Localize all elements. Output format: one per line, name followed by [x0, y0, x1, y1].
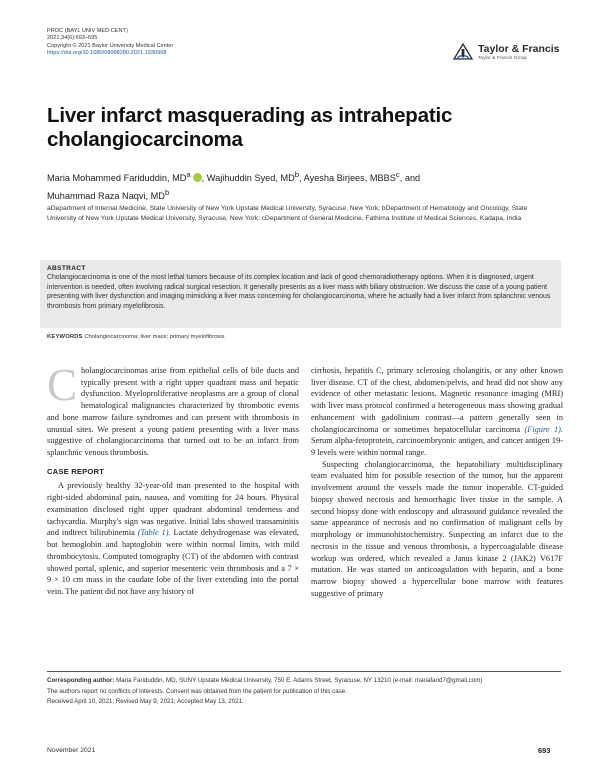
figure-1-link[interactable]: (Figure 1). [524, 424, 563, 434]
right-paragraph-1 [311, 365, 563, 459]
issue-date: November 2021 [47, 747, 96, 754]
dropcap: C [47, 360, 78, 410]
keywords-text: Cholangiocarcinoma; liver mass; primary myelofibrosis [84, 334, 225, 340]
author-and: , and [399, 173, 421, 184]
author-3: , Ayesha Birjees, MBBS [299, 173, 396, 184]
journal-meta [47, 28, 173, 58]
journal-citation: 2021;34(6):693–695 [47, 35, 98, 42]
footnote-divider [47, 671, 561, 672]
conflict-statement: The authors report no conflicts of interests. Consent was obtained from the patient for publication of this case. [47, 687, 347, 695]
abstract-box [40, 260, 561, 328]
copyright-line: Copyright © 2021 Baylor University Medical Center [47, 42, 174, 49]
intro-paragraph [47, 360, 299, 459]
keywords-label: KEYWORDS [47, 334, 83, 340]
right-p1-text-b: Serum alpha-fetoprotein, carcinoembryonic antigen, and cancer antigen 19-9 levels were within normal range. [311, 436, 563, 458]
body-column-left [47, 360, 299, 598]
body-column-right [311, 365, 563, 599]
author-2-affil: b [294, 170, 300, 179]
article-title: Liver infarct masquerading as intrahepatic cholangiocarcinoma [47, 104, 453, 151]
author-4: Muhammad Raza Naqvi, MD [47, 190, 165, 201]
keywords [47, 334, 225, 340]
abstract-heading: ABSTRACT [47, 265, 86, 272]
author-1: Maria Mohammed Fariduddin, MD [47, 173, 187, 184]
intro-text: holangiocarcinomas arise from epithelial cells of bile ducts and typically present with a right upper quadrant mass and hepatic dysfunction. Myeloproliferative neoplasms are a group of clonal hematological malignancies characterized by thrombotic events and bone marrow failure syndromes and can present with thrombosis in unusual sites. We present a young patient presenting with a liver mass suggestive of cholangiocarcinoma that turned out to be an infarct from splanchnic venous thrombosis. [47, 366, 299, 458]
case-p1-text-b: Lactate dehydrogenase was elevated, but hemoglobin and haptoglobin were within normal limits, with mild thrombocytosis. Computed tomography (CT) of the abdomen with contrast showed portal, splenic, and superior mesenteric vein thrombosis and a 7 × 9 × 10 cm mass in the caudate lobe of the liver extending into the portal vein. The patient did not have any history of [47, 528, 299, 596]
publisher-name: Taylor & Francis [478, 43, 560, 55]
case-p1-text-a: A previously healthy 32-year-old man presented to the hospital with right-sided abdominal pain, nausea, and vomiting for 24 hours. Physical examination disclosed right upper quadrant abdominal tenderness and tachycardia. Murphy's sign was negative. Initial labs showed transaminitis and indirect bilirubinemia [47, 481, 299, 538]
case-paragraph-1 [47, 480, 299, 597]
doi-link[interactable]: https://doi.org/10.1080/08998280.2021.1930968 [47, 50, 167, 57]
author-3-affil: c [395, 170, 400, 179]
right-p1-text-a: cirrhosis, hepatitis C, primary sclerosing cholangitis, or any other known liver disease. CT of the chest, abdomen/pelvis, and head did not show any evidence of other metastatic lesions. Magnetic resonance imaging (MRI) with liver mass protocol confirmed a heterogeneous mass showing gradual enhancement with gadolinium contrast—a pattern generally seen in cholangiocarcinoma or sometimes hepatocellular carcinoma [311, 366, 563, 434]
case-report-heading: CASE REPORT [47, 466, 105, 476]
corresponding-text: Maria Fariduddin, MD, SUNY Upstate Medical University, 750 E. Adams Street, Syracuse, NY 13210 (e-mail: mariafarid7@gmail.com) [114, 677, 483, 684]
corresponding-author [47, 676, 561, 687]
author-2: , Wajihuddin Syed, MD [201, 173, 295, 184]
page-number: 693 [538, 746, 551, 755]
right-paragraph-2: Suspecting cholangiocarcinoma, the hepatobiliary multidisciplinary team evaluated him for possible resection of the tumor, but the apparent involvement around the vessels made the tumor inoperable. CT-guided biopsy showed necrosis and hemorrhagic liver tissue in the sample. A second biopsy done with endoscopy and ultrasound guidance revealed the same appearance of necrosis and no confirmation of malignant cells by morphology or immunohistochemistry. Suspecting an infarct due to the necrosis in the tissue and venous thrombosis, a hypercoagulable disease workup was ordered, which revealed a Janus kinase 2 (JAK2) V617F mutation. He was started on anticoagulation with heparin, and a bone marrow biopsy showed a hypercellular bone marrow with features suggestive of primary [311, 459, 563, 598]
author-list [47, 168, 557, 203]
taylor-francis-book-icon [451, 41, 475, 65]
journal-name: PROC (BAYL UNIV MED CENT) [47, 28, 128, 34]
affiliations: aDepartment of Internal Medicine, State University of New York Upstate Medical University, Syracuse, New York; bDepartment of Hematology and Oncology, State University of New York Upstate Medical University, Syracuse, New York; cDepartment of General Medicine, Fathima Institute of Medical Sciences, Kadapa, India [47, 205, 528, 223]
author-4-affil: b [164, 187, 170, 197]
orcid-icon[interactable] [193, 173, 202, 182]
publisher-logo [451, 41, 561, 67]
corresponding-label: Corresponding author: [47, 677, 115, 684]
publisher-group: Taylor & Francis Group [478, 56, 528, 61]
footnotes [47, 676, 561, 708]
abstract-text: Cholangiocarcinoma is one of the most lethal tumors because of its complex location and lack of good chemoradiotherapy options. When it is diagnosed, urgent intervention is needed, often involving radical surgical resection. It generally presents as a liver mass with biliary obstruction. We discuss the case of a young patient presenting with liver dysfunction and imaging mimicking a liver mass concerning for cholangiocarcinoma, where he actually had a liver infarct from splanchnic venous thrombosis from primary myelofibrosis. [47, 274, 551, 310]
author-1-affil: a [186, 170, 191, 179]
submission-dates: Received April 10, 2021; Revised May 9, 2021; Accepted May 13, 2021. [47, 698, 244, 705]
table-1-link[interactable]: (Table 1). [137, 528, 171, 538]
